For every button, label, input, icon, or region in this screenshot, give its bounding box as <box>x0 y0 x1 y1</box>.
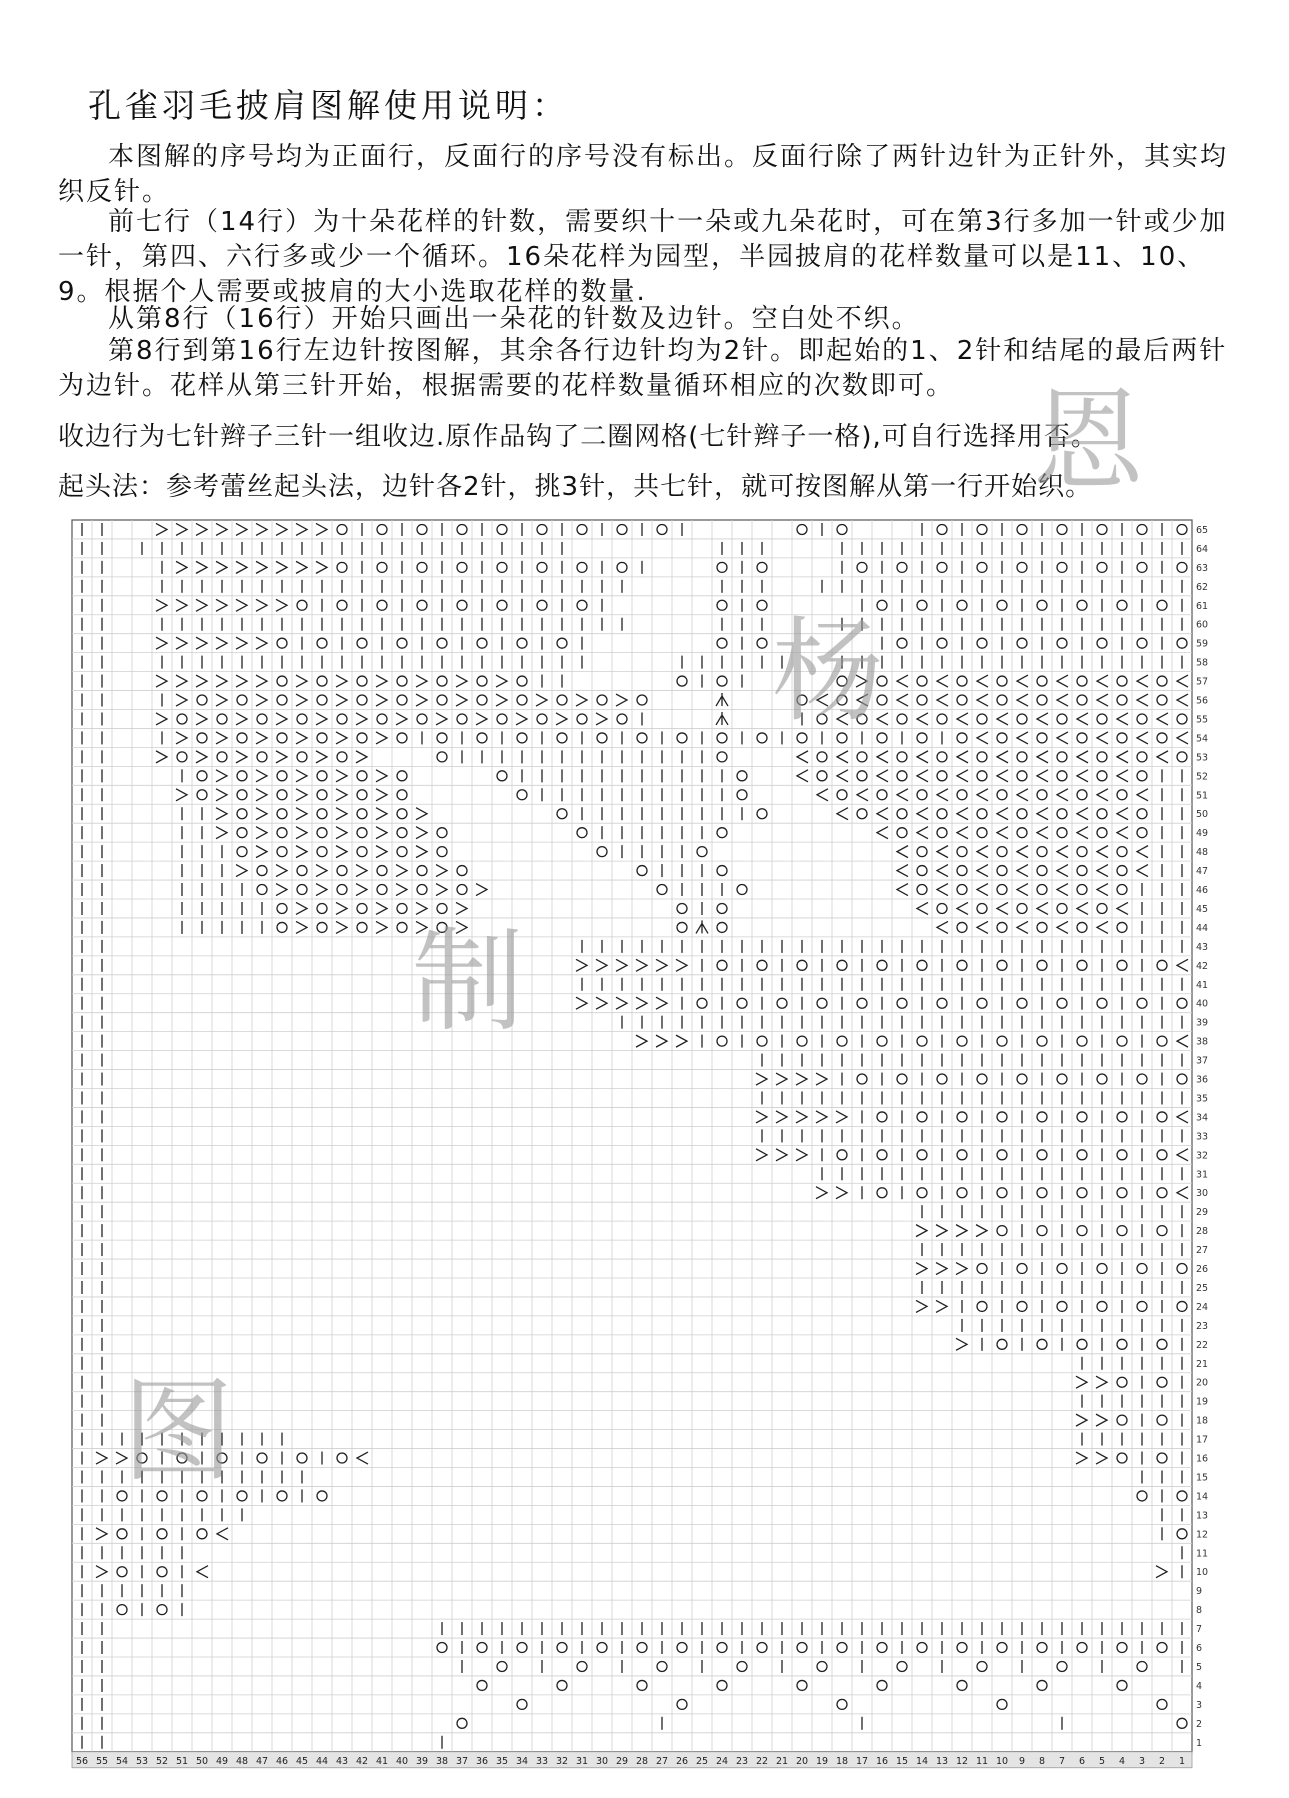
row-label: 40 <box>1196 998 1209 1010</box>
row-label: 10 <box>1196 1567 1209 1579</box>
column-label: 31 <box>575 1755 589 1767</box>
column-label: 18 <box>835 1755 849 1767</box>
row-label: 55 <box>1196 714 1209 726</box>
row-label: 14 <box>1196 1491 1209 1503</box>
row-label: 30 <box>1196 1188 1209 1200</box>
row-label: 45 <box>1196 903 1209 915</box>
instruction-paragraph: 从第8行（16行）开始只画出一朵花的针数及边针。空白处不织。 <box>108 304 920 334</box>
row-label: 5 <box>1196 1661 1203 1673</box>
row-label: 44 <box>1196 922 1209 934</box>
row-label: 63 <box>1196 562 1209 574</box>
column-label: 22 <box>755 1755 769 1767</box>
row-label: 60 <box>1196 619 1209 631</box>
column-label: 24 <box>715 1755 729 1767</box>
row-label: 25 <box>1196 1282 1209 1294</box>
row-label: 12 <box>1196 1529 1209 1541</box>
column-label: 37 <box>455 1755 469 1767</box>
column-label: 10 <box>995 1755 1009 1767</box>
row-label: 15 <box>1196 1472 1209 1484</box>
row-label: 23 <box>1196 1320 1209 1332</box>
row-label: 3 <box>1196 1699 1203 1711</box>
column-label: 2 <box>1158 1755 1166 1767</box>
row-label: 31 <box>1196 1169 1209 1181</box>
column-label: 17 <box>855 1755 869 1767</box>
column-label: 23 <box>735 1755 749 1767</box>
column-label: 30 <box>595 1755 609 1767</box>
column-label: 5 <box>1098 1755 1106 1767</box>
column-label: 48 <box>235 1755 249 1767</box>
row-label: 13 <box>1196 1510 1209 1522</box>
column-label: 16 <box>875 1755 889 1767</box>
row-label: 46 <box>1196 885 1209 897</box>
row-label: 41 <box>1196 979 1209 991</box>
column-label: 51 <box>175 1755 189 1767</box>
row-label: 42 <box>1196 960 1209 972</box>
row-label: 19 <box>1196 1396 1209 1408</box>
column-label: 39 <box>415 1755 429 1767</box>
row-label: 53 <box>1196 752 1209 764</box>
column-label: 49 <box>215 1755 229 1767</box>
row-label: 2 <box>1196 1718 1203 1730</box>
column-label: 7 <box>1058 1755 1066 1767</box>
instruction-paragraph: 第8行到第16行左边针按图解，其余各行边针均为2针。即起始的1、2针和结尾的最后两针为边针。花样从第三针开始，根据需要的花样数量循环相应的次数即可。 <box>58 336 1228 401</box>
column-label: 1 <box>1178 1755 1186 1767</box>
row-labels <box>1196 525 1208 1749</box>
column-label: 36 <box>475 1755 489 1767</box>
row-label: 8 <box>1196 1605 1203 1617</box>
row-label: 1 <box>1196 1737 1203 1749</box>
column-label: 6 <box>1078 1755 1086 1767</box>
row-label: 33 <box>1196 1131 1209 1143</box>
column-label: 32 <box>555 1755 569 1767</box>
row-label: 62 <box>1196 581 1209 593</box>
column-label: 43 <box>335 1755 349 1767</box>
row-label: 59 <box>1196 638 1209 650</box>
column-label: 54 <box>115 1755 129 1767</box>
row-label: 37 <box>1196 1055 1209 1067</box>
row-label: 9 <box>1196 1586 1203 1598</box>
row-label: 4 <box>1196 1680 1203 1692</box>
column-label: 45 <box>295 1755 309 1767</box>
row-label: 49 <box>1196 828 1209 840</box>
bind-off-note: 收边行为七针辫子三针一组收边.原作品钩了二圈网格(七针辫子一格),可自行选择用否。 <box>58 422 1098 452</box>
row-label: 21 <box>1196 1358 1209 1370</box>
row-label: 39 <box>1196 1017 1209 1029</box>
watermark-char: 杨 <box>772 607 884 737</box>
row-label: 17 <box>1196 1434 1209 1446</box>
column-label: 52 <box>155 1755 169 1767</box>
row-label: 27 <box>1196 1245 1209 1257</box>
row-label: 51 <box>1196 790 1209 802</box>
row-label: 38 <box>1196 1036 1209 1048</box>
row-label: 26 <box>1196 1264 1209 1276</box>
row-label: 35 <box>1196 1093 1209 1105</box>
column-label: 26 <box>675 1755 689 1767</box>
watermark-char: 恩 <box>1032 377 1144 507</box>
column-label: 21 <box>775 1755 789 1767</box>
row-label: 56 <box>1196 695 1209 707</box>
chart-grid <box>72 512 1222 1767</box>
column-label: 53 <box>135 1755 149 1767</box>
row-label: 54 <box>1196 733 1209 745</box>
row-label: 22 <box>1196 1339 1209 1351</box>
row-label: 58 <box>1196 657 1209 669</box>
row-label: 50 <box>1196 809 1209 821</box>
row-label: 18 <box>1196 1415 1209 1427</box>
row-label: 43 <box>1196 941 1209 953</box>
row-label: 64 <box>1196 543 1209 555</box>
row-label: 52 <box>1196 771 1209 783</box>
row-label: 7 <box>1196 1624 1203 1636</box>
row-label: 34 <box>1196 1112 1209 1124</box>
watermark-char: 图 <box>122 1367 234 1497</box>
column-label: 20 <box>795 1755 809 1767</box>
column-label: 46 <box>275 1755 289 1767</box>
row-label: 28 <box>1196 1226 1209 1238</box>
instruction-paragraph: 本图解的序号均为正面行，反面行的序号没有标出。反面行除了两针边针为正针外，其实均织反针。 <box>58 142 1229 207</box>
column-label: 35 <box>495 1755 509 1767</box>
column-label: 40 <box>395 1755 409 1767</box>
column-label: 15 <box>895 1755 909 1767</box>
column-label: 8 <box>1038 1755 1046 1767</box>
row-label: 48 <box>1196 847 1209 859</box>
column-label: 56 <box>75 1755 89 1767</box>
column-label: 42 <box>355 1755 369 1767</box>
row-label: 11 <box>1196 1548 1209 1560</box>
column-label: 19 <box>815 1755 829 1767</box>
column-label: 47 <box>255 1755 269 1767</box>
column-label: 12 <box>955 1755 969 1767</box>
column-label: 34 <box>515 1755 529 1767</box>
column-label: 14 <box>915 1755 929 1767</box>
column-label: 27 <box>655 1755 669 1767</box>
row-label: 16 <box>1196 1453 1209 1465</box>
row-label: 47 <box>1196 866 1209 878</box>
column-label: 29 <box>615 1755 629 1767</box>
column-label: 11 <box>975 1755 989 1767</box>
column-label: 9 <box>1018 1755 1026 1767</box>
column-label: 38 <box>435 1755 449 1767</box>
column-label: 13 <box>935 1755 949 1767</box>
column-label: 28 <box>635 1755 649 1767</box>
column-label: 3 <box>1138 1755 1146 1767</box>
column-label: 55 <box>95 1755 109 1767</box>
row-label: 65 <box>1196 524 1209 536</box>
column-label: 44 <box>315 1755 329 1767</box>
watermark-char: 制 <box>412 917 524 1047</box>
row-label: 24 <box>1196 1301 1209 1313</box>
row-label: 20 <box>1196 1377 1209 1389</box>
row-label: 29 <box>1196 1207 1209 1219</box>
column-label: 33 <box>535 1755 549 1767</box>
column-label: 41 <box>375 1755 389 1767</box>
column-label: 25 <box>695 1755 709 1767</box>
row-label: 36 <box>1196 1074 1209 1086</box>
row-label: 32 <box>1196 1150 1209 1162</box>
column-label: 50 <box>195 1755 209 1767</box>
row-label: 6 <box>1196 1643 1203 1655</box>
column-label: 4 <box>1118 1755 1126 1767</box>
cast-on-note: 起头法：参考蕾丝起头法，边针各2针，挑3针，共七针，就可按图解从第一行开始织。 <box>58 472 1093 502</box>
row-label: 57 <box>1196 676 1209 688</box>
page-title: 孔雀羽毛披肩图解使用说明： <box>88 86 569 125</box>
instruction-paragraph: 前七行（14行）为十朵花样的针数，需要织十一朵或九朵花时，可在第3行多加一针或少加一针，第四、六行多或少一个循环。16朵花样为园型，半园披肩的花样数量可以是11、10、9。根据个人需要或披肩的大小选取花样的数量. <box>58 207 1228 307</box>
row-label: 61 <box>1196 600 1209 612</box>
